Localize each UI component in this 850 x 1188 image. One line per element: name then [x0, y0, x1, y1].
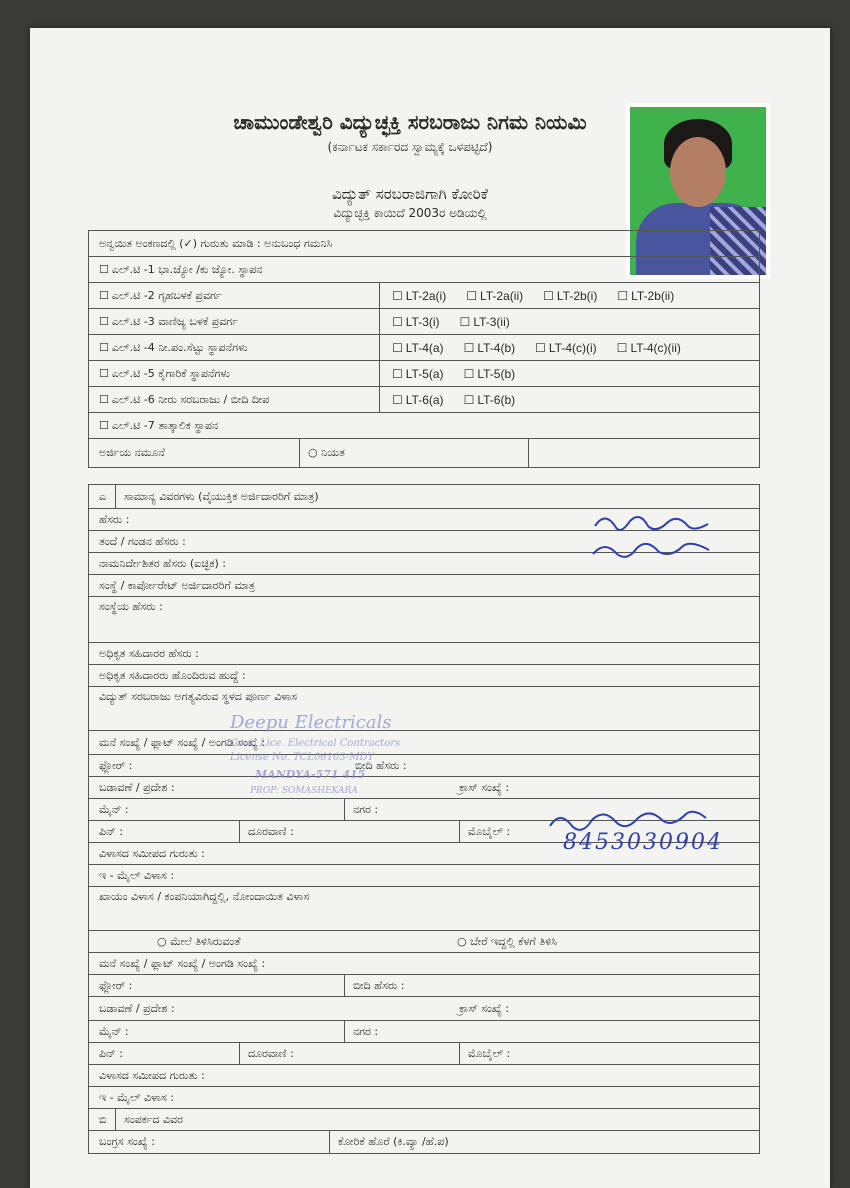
connection-row[interactable]: ಬಂಗ್ರಸ ಸಂಖ್ಯೆ : ಕೋರಿಕೆ ಹೊರೆ (ಕಿ.ವ್ಯಾ /ಹೆ.ಪ) [89, 1131, 759, 1153]
pin-phone-mobile-row-2[interactable]: ಪಿನ್ : ದೂರವಾಣಿ : ಮೊಬೈಲ್ : [89, 1043, 759, 1065]
stamp-line4: PROP: SOMASHEKARA [250, 786, 358, 796]
stamp-line3: MANDYA-571 415 [255, 768, 366, 781]
floor-field[interactable]: ಫ್ಲೋರ್ : ಬೀದಿ ಹೆಸರು : [89, 755, 759, 777]
stamp-line1: Govt. Lice. Electrical Contractors [230, 738, 401, 749]
tariff-instruction: ಅನ್ವಯಿತ ಅಂಕಣದಲ್ಲಿ (✓) ಗುರುತು ಮಾಡಿ : ಅನುಬಂಧ ಗಮನಿಸಿ [89, 231, 759, 257]
email-field[interactable]: ಇ - ಮೈಲ್ ವಿಳಾಸ : [89, 865, 759, 887]
tariff-row[interactable]: ☐ ಎಲ್.ಟಿ -5 ಕೈಗಾರಿಕೆ ಸ್ಥಾಪನೆಗಳು ☐ LT-5(a) ☐ LT-5(b) [89, 361, 759, 387]
email-field-2[interactable]: ಇ - ಮೈಲ್ ವಿಳಾಸ : [89, 1087, 759, 1109]
corporate-label: ಸಂಸ್ಥೆ / ಕಾರ್ಪೋರೇಟ್ ಅರ್ಜಿದಾರರಿಗೆ ಮಾತ್ರ [89, 575, 759, 597]
permanent-address-label: ಖಾಯಂ ವಿಳಾಸ / ಕಂಪನಿಯಾಗಿದ್ದಲ್ಲಿ, ನೋಂದಾಯಿತ ವಿಳಾಸ [89, 887, 759, 931]
house-number-field-2[interactable]: ಮನೆ ಸಂಖ್ಯೆ / ಫ್ಲಾಟ್ ಸಂಖ್ಯೆ / ಅಂಗಡಿ ಸಂಖ್ಯೆ : [89, 953, 759, 975]
landmark-field-2[interactable]: ವಿಳಾಸದ ಸಮೀಪದ ಗುರುತು : [89, 1065, 759, 1087]
tariff-row[interactable]: ☐ ಎಲ್.ಟಿ -3 ವಾಣಿಜ್ಯ ಬಳಕೆ ಪ್ರವರ್ಗ ☐ LT-3(i) ☐ LT-3(ii) [89, 309, 759, 335]
tariff-options: ☐ LT-6(a) ☐ LT-6(b) [379, 387, 535, 412]
tariff-options: ☐ LT-4(a) ☐ LT-4(b) ☐ LT-4(c)(i) ☐ LT-4(c)(ii) [379, 335, 701, 360]
tariff-table [88, 230, 760, 468]
company-subtitle: (ಕರ್ನಾಟಕ ಸರ್ಕಾರದ ಸ್ವಾಮ್ಯಕ್ಕೆ ಒಳಪಟ್ಟಿದೆ) [327, 140, 493, 154]
floor-field-2[interactable]: ಫ್ಲೋರ್ : ಬೀದಿ ಹೆಸರು : [89, 975, 759, 997]
main-field-2[interactable]: ಮೈನ್ : ನಗರ : [89, 1021, 759, 1043]
tariff-options: ☐ LT-5(a) ☐ LT-5(b) [379, 361, 535, 386]
tariff-options: ☐ LT-2a(i) ☐ LT-2a(ii) ☐ LT-2b(i) ☐ LT-2b(ii) [379, 283, 694, 308]
company-name: ಚಾಮುಂಡೇಶ್ವರಿ ವಿದ್ಯುಚ್ಛಕ್ತಿ ಸರಬರಾಜು ನಿಗಮ ನಿಯಮಿ [233, 110, 587, 134]
tariff-row[interactable]: ☐ ಎಲ್.ಟಿ -7 ತಾತ್ಕಾಲಿಕ ಸ್ಥಾಪನ [89, 413, 759, 439]
org-name-field[interactable]: ಸಂಸ್ಥೆಯ ಹೆಸರು : [89, 597, 759, 643]
auth-signatory-field[interactable]: ಅಧಿಕೃತ ಸಹಿದಾರರ ಹೆಸರು : [89, 643, 759, 665]
signature-name [585, 506, 735, 566]
area-field-2[interactable]: ಬಡಾವಣೆ / ಪ್ರದೇಶ : ಕ್ರಾಸ್ ಸಂಖ್ಯೆ : [89, 997, 759, 1021]
application-type-option[interactable]: ○ ನಿಯತ [299, 439, 529, 467]
tariff-row[interactable]: ☐ ಎಲ್.ಟಿ -1 ಭಾ.ಜ್ಯೋ /ಕು ಜ್ಯೋ. ಸ್ಥಾಪನ [89, 257, 759, 283]
application-type-row: ಅರ್ಜಿಯ ನಮೂನೆ ○ ನಿಯತ [89, 439, 759, 467]
same-address-option[interactable]: ○ ಮೇಲೆ ತಿಳಿಸಿರುವಂತೆ [157, 934, 241, 948]
supply-address-label: ವಿದ್ಯುತ್ ಸರಬರಾಜು ಅಗತ್ಯವಿರುವ ಸ್ಥಳದ ಪೂರ್ಣ ವಿಳಾಸ [89, 687, 759, 731]
father-name-field[interactable]: ತಂದೆ / ಗಂಡನ ಹೆಸರು : [89, 531, 759, 553]
main-field[interactable]: ಮೈನ್ : ನಗರ : [89, 799, 759, 821]
nominee-field[interactable]: ನಾಮನಿರ್ದೇಶಿತರ ಹೆಸರು (ಐಚ್ಛಿಕ) : [89, 553, 759, 575]
mobile-number-handwritten: 8453030904 [563, 830, 723, 855]
stamp-line2: License No. TCL06103-MDY [230, 752, 374, 763]
pin-phone-mobile-row[interactable]: ಪಿನ್ : ದೂರವಾಣಿ : ಮೊಬೈಲ್ : [89, 821, 759, 843]
section-a-header: ಎ ಸಾಮಾನ್ಯ ವಿವರಗಳು (ವೈಯುಕ್ತಿಕ ಅರ್ಜಿದಾರರಿಗೆ ಮಾತ್ರ) [89, 485, 759, 509]
area-field[interactable]: ಬಡಾವಣೆ / ಪ್ರದೇಶ : ಕ್ರಾಸ್ ಸಂಖ್ಯೆ : [89, 777, 759, 799]
landmark-field[interactable]: ವಿಳಾಸದ ಸಮೀಪದ ಗುರುತು : [89, 843, 759, 865]
form-title: ವಿದ್ಯುತ್ ಸರಬರಾಜಿಗಾಗಿ ಕೋರಿಕೆ [331, 185, 489, 203]
application-form-page [30, 28, 830, 1188]
tariff-row[interactable]: ☐ ಎಲ್.ಟಿ -4 ನೀ.ಪಂ.ಸೆಟ್ಟು ಸ್ಥಾಪನೆಗಳು ☐ LT-4(a) ☐ LT-4(b) ☐ LT-4(c)(i) ☐ LT-4(c)(ii) [89, 335, 759, 361]
tariff-options: ☐ LT-3(i) ☐ LT-3(ii) [379, 309, 530, 334]
stamp-name: Deepu Electricals [230, 712, 392, 733]
address-option-row [89, 931, 759, 953]
auth-designation-field[interactable]: ಅಧಿಕೃತ ಸಹಿದಾರರು ಹೊಂದಿರುವ ಹುದ್ದೆ : [89, 665, 759, 687]
tariff-row[interactable]: ☐ ಎಲ್.ಟಿ -2 ಗೃಹಬಳಕೆ ಪ್ರವರ್ಗ ☐ LT-2a(i) ☐ LT-2a(ii) ☐ LT-2b(i) ☐ LT-2b(ii) [89, 283, 759, 309]
tariff-row[interactable]: ☐ ಎಲ್.ಟಿ -6 ನೀರು ಸರಬರಾಜು / ಬೀದಿ ದೀಪ ☐ LT-6(a) ☐ LT-6(b) [89, 387, 759, 413]
other-address-option[interactable]: ○ ಬೇರೆ ಇದ್ದಲ್ಲಿ ಕೆಳಗೆ ತಿಳಿಸಿ [457, 934, 557, 948]
section-b-header: ಬಿ ಸಂಪರ್ಕದ ವಿವರ [89, 1109, 759, 1131]
house-number-field[interactable]: ಮನೆ ಸಂಖ್ಯೆ / ಫ್ಲಾಟ್ ಸಂಖ್ಯೆ / ಅಂಗಡಿ ಸಂಖ್ಯೆ : [89, 731, 759, 755]
name-field[interactable]: ಹೆಸರು : [89, 509, 759, 531]
form-act: ವಿದ್ಯುಚ್ಛಕ್ತಿ ಕಾಯಿದೆ 2003ರ ಅಡಿಯಲ್ಲಿ [333, 206, 487, 220]
